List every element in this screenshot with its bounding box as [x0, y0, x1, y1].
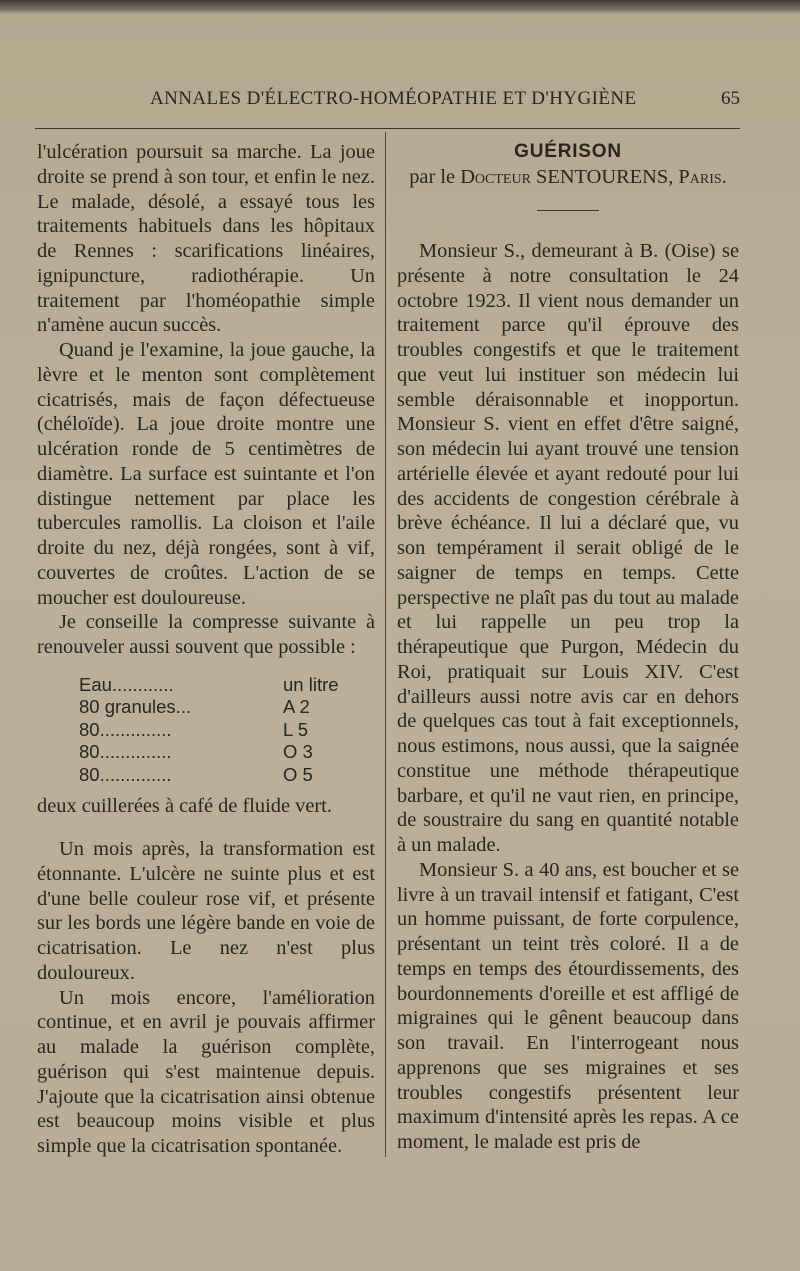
prescription-item: 80.............. [79, 718, 172, 740]
paragraph: Monsieur S., demeurant à B. (Oise) se présente à notre consultation le 24 octobre 1923. Il vient nous demander un traitement parce qu'il éprouve des troubles congestifs et que le traitement que veut lui instituer son médecin lui semble déraisonnable et inopportun. Monsieur S. vient en effet d'être saigné, son médecin lui ayant trouvé une tension artérielle élevée et ayant redouté pour lui des accidents de congestion cérébrale à brève échéance. Il lui a déclaré que, vu son tempérament il serait obligé de le saigner de temps en temps. Cette perspective ne plaît pas du tout au malade et lui rappelle un peu trop la thérapeutique que Purgon, Médecin du Roi, pratiquait sur Louis XIV. C'est d'ailleurs aussi notre avis car en dehors de quelques cas tout à fait exceptionnels, nous estimons, nous aussi, que la saignée constitue une méthode thérapeutique barbare, et qu'il ne vaut rien, en principe, de soustraire du sang en quantité notable à un malade. [397, 240, 739, 856]
prescription-item: Eau............ [79, 673, 174, 695]
page-number: 65 [721, 88, 740, 109]
prescription-dose: O 5 [283, 763, 313, 785]
paragraph: Un mois après, la transformation est étonnante. L'ulcère ne suinte plus et est d'une belle couleur rose vif, et présente sur les bords une légère bande en voie de cicatrisation. Le nez n'est plus douloureux. [37, 838, 375, 984]
byline-prefix: par le [409, 166, 456, 188]
prescription-dose: O 3 [283, 741, 313, 763]
paragraph: l'ulcération poursuit sa marche. La joue droite se prend à son tour, et enfin le nez. Le malade, désolé, a essayé tous les traitements habituels dans les hôpitaux de Rennes : scarifications linéaires, ignipuncture, radiothérapie. Un traitement par l'homéopathie simple n'amène aucun succès. [37, 141, 375, 337]
prescription-item: 80.............. [79, 741, 172, 763]
prescription-row [37, 696, 375, 719]
prescription-row [37, 719, 375, 742]
left-column [37, 140, 375, 1159]
column-divider [385, 132, 386, 1157]
title-rule [537, 210, 599, 211]
header-rule [35, 128, 740, 129]
paragraph: Quand je l'examine, la joue gauche, la lèvre et le menton sont complètement cicatrisés, mais de façon défectueuse (chéloïde). La joue droite montre une ulcération ronde de 5 centimètres de diamètre. La surface est suintante et l'on distingue nettement par place les tubercules ramollis. La cloison et l'aile droite du nez, déjà rongées, sont à vif, couvertes de croûtes. L'action de se moucher est douloureuse. [37, 339, 375, 609]
paragraph: deux cuillerées à café de fluide vert. [37, 795, 332, 818]
prescription-dose: A 2 [283, 696, 310, 718]
prescription-row [37, 674, 375, 697]
right-column [397, 140, 739, 1155]
paragraph: Monsieur S. a 40 ans, est boucher et se livre à un travail intensif et fatigant, C'est un homme puissant, de forte corpulence, présentant un teint très coloré. Il a de temps en temps des étourdissements, des bourdonnements d'oreille et est affligé de migraines qui le gênent beaucoup dans son travail. En l'interrogeant nous apprenons que ses migraines et ses troubles congestifs présentent leur maximum d'intensité après les repas. A ce moment, le malade est pris de [397, 858, 739, 1153]
page-top-edge [0, 0, 800, 14]
prescription-item: 80.............. [79, 763, 172, 785]
prescription-list [37, 674, 375, 787]
paragraph: Je conseille la compresse suivante à renouveler aussi souvent que possible : [37, 611, 375, 658]
prescription-item: 80 granules... [79, 696, 192, 718]
paragraph: Un mois encore, l'amélioration continue, et en avril je pouvais affirmer au malade la guérison complète, guérison qui s'est maintenue depuis. J'ajoute que la cicatrisation ainsi obtenue est beaucoup moins visible et plus simple que la cicatrisation spontanée. [37, 986, 375, 1157]
article-byline [397, 164, 739, 190]
prescription-dose: un litre [283, 673, 339, 695]
journal-title: ANNALES D'ÉLECTRO-HOMÉOPATHIE ET D'HYGIÈNE [150, 88, 637, 109]
article-title: GUÉRISON [514, 141, 622, 162]
running-header [150, 88, 740, 118]
prescription-row [37, 741, 375, 764]
prescription-dose: L 5 [283, 718, 309, 740]
byline-author: Docteur SENTOURENS, Paris. [460, 166, 727, 188]
prescription-row [37, 764, 375, 787]
